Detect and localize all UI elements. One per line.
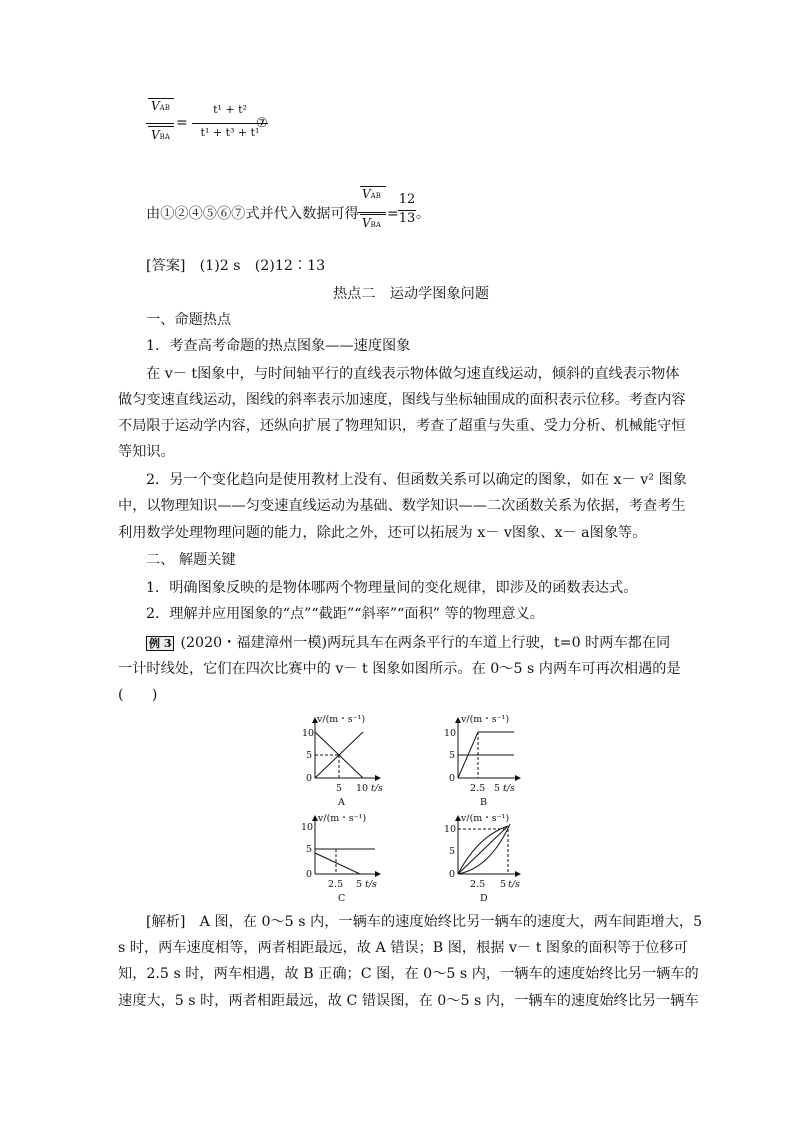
graph-a-label: A xyxy=(338,797,345,808)
graph-a-xtick-5: 5 xyxy=(336,783,343,794)
graph-b-xlabel: t/s xyxy=(503,783,515,794)
graph-c xyxy=(315,816,380,874)
graph-d-label: D xyxy=(480,893,488,904)
v-ba-symbol: V xyxy=(151,128,160,142)
graph-c-ytick-5: 5 xyxy=(306,844,313,855)
graph-b-ytick-0: 0 xyxy=(449,773,456,784)
graph-a-xlabel: t/s xyxy=(371,783,383,794)
graph-c-ytick-10: 10 xyxy=(301,822,314,833)
graph-b-xtick-5: 5 xyxy=(494,783,501,794)
vt-graphs-figure xyxy=(0,708,794,908)
key-point-2: 2．理解并应用图象的“点”“截距”“斜率”“面积” 等的物理意义。 xyxy=(146,606,544,622)
example-line-3: ( ) xyxy=(118,687,158,703)
result-line: 由①②④⑤⑥⑦式并代入数据可得 VAB VBA = 12 13 。 xyxy=(146,187,430,230)
graph-c-xlabel: t/s xyxy=(365,879,377,890)
graph-a-ytick-0: 0 xyxy=(306,773,313,784)
graph-d-line-straight xyxy=(458,826,508,874)
example-tag: 例 3 xyxy=(146,636,174,651)
graph-b-ytick-10: 10 xyxy=(444,728,457,739)
graph-c-label: C xyxy=(338,893,346,904)
equation-marker: ⑦ xyxy=(256,116,268,131)
graph-b-ytick-5: 5 xyxy=(449,750,456,761)
graph-d-xtick-5: 5 xyxy=(500,879,507,890)
graph-d-ylabel: v/(m・s⁻¹) xyxy=(461,813,510,824)
graph-d-xlabel: t/s xyxy=(508,879,520,890)
graph-a-ylabel: v/(m・s⁻¹) xyxy=(317,714,366,725)
v-ab-symbol: V xyxy=(151,99,160,113)
graph-a xyxy=(315,718,380,778)
heading-1: 一、命题热点 xyxy=(146,312,232,328)
graph-d-ytick-0: 0 xyxy=(449,869,456,880)
rhs-denominator: t¹ + t³ + t¹ xyxy=(200,126,260,139)
formula-ratio: VAB VBA = t¹ + t² t¹ + t³ + t¹ ⑦ xyxy=(146,98,276,158)
example-line-1: 例 3 (2020・福建漳州一模)两玩具车在两条平行的车道上行驶，t=0 时两车都在同 xyxy=(146,633,670,653)
item-1-title: 1．考查高考命题的热点图象——速度图象 xyxy=(146,338,411,354)
graph-b-xtick-2-5: 2.5 xyxy=(470,783,486,794)
graph-c-xtick-2-5: 2.5 xyxy=(328,879,344,890)
rhs-numerator: t¹ + t² xyxy=(213,103,247,116)
graph-a-ytick-5: 5 xyxy=(306,750,313,761)
graph-d-ytick-5: 5 xyxy=(449,846,456,857)
section-title: 热点二 运动学图象问题 xyxy=(332,286,490,302)
key-point-1: 1．明确图象反映的是物体哪两个物理量间的变化规律，即涉及的函数表达式。 xyxy=(146,580,638,596)
graph-c-ylabel: v/(m・s⁻¹) xyxy=(318,813,367,824)
graph-a-xtick-10: 10 xyxy=(356,783,369,794)
graph-c-xtick-5: 5 xyxy=(356,879,363,890)
graph-d xyxy=(458,816,520,874)
graph-d-ytick-10: 10 xyxy=(444,824,457,835)
graph-c-line-decreasing xyxy=(315,853,360,874)
graph-d-xtick-2-5: 2.5 xyxy=(470,879,486,890)
graph-a-ytick-10: 10 xyxy=(302,728,315,739)
graph-b-ylabel: v/(m・s⁻¹) xyxy=(461,714,510,725)
answer-line: [答案] (1)2 s (2)12∶13 xyxy=(146,258,326,274)
graph-c-ytick-0: 0 xyxy=(306,869,313,880)
example-line-2: 一计时线处，它们在四次比赛中的 v－ t 图象如图所示。在 0～5 s 内两车可再次相遇的是 xyxy=(118,661,681,677)
graph-b-label: B xyxy=(480,797,487,808)
heading-2: 二、 解题关键 xyxy=(146,552,236,568)
graph-b xyxy=(458,718,520,778)
